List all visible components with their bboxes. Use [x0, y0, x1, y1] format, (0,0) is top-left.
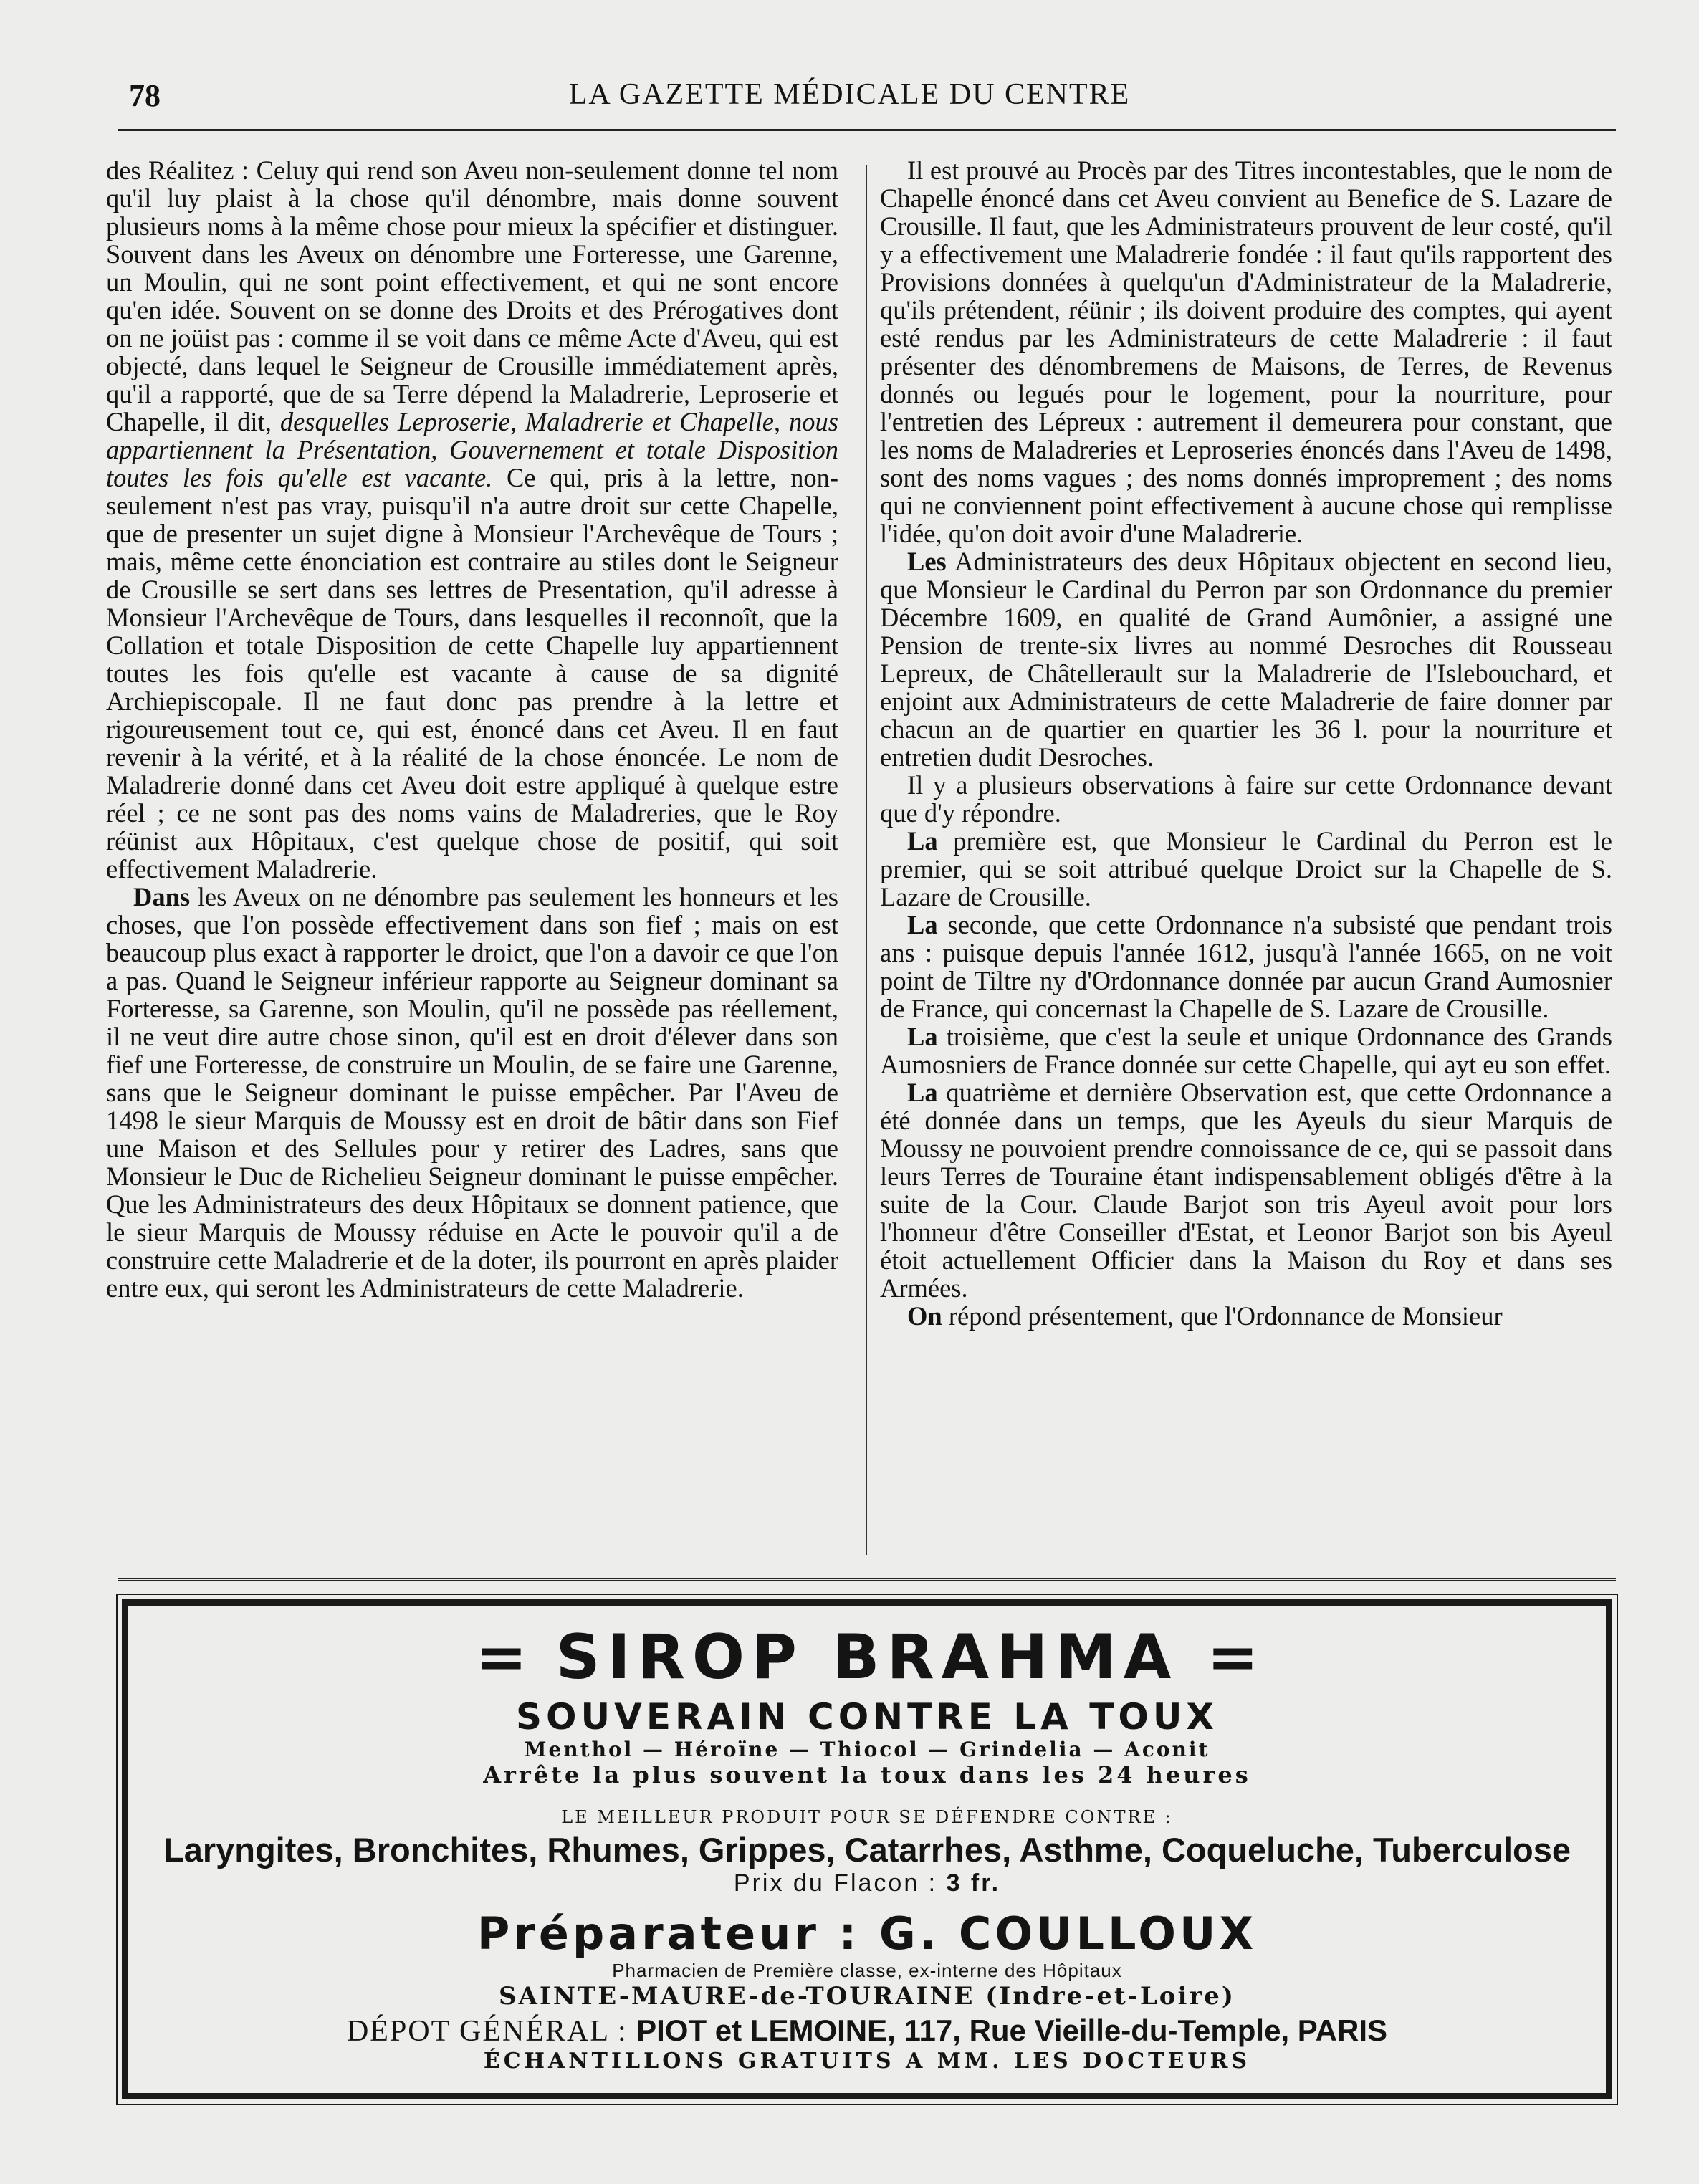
ad-title-bar-right: = — [1207, 1622, 1259, 1693]
paragraph-lead-word: La — [907, 1078, 938, 1107]
paragraph — [106, 883, 838, 1302]
paragraph-text: les Aveux on ne dénombre pas seulement les honneurs et les choses, que l'on possède effectivement dans son fief ; mais on est beaucoup plus exact à rapporter le droict, que l'on a davoir ce que l'on a pas. Quand le Seigneur inférieur rapporte au Seigneur dominant sa Forteresse, sa Garenne, son Moulin, qu'il ne possède pas réellement, il ne veut dire autre chose sinon, qu'il est en droit d'élever dans son fief une Forteresse, de construire un Moulin, de se faire une Garenne, sans que le Seigneur dominant le puisse empêcher. Par l'Aveu de 1498 le sieur Marquis de Moussy est en droit de bâtir dans son Fief une Maison et des Sellules pour y retirer des Ladres, sans que Monsieur le Duc de Richelieu Seigneur dominant le puisse empêcher. Que les Administrateurs des deux Hôpitaux se donnent patience, que le sieur Marquis de Moussy réduise en Acte le pouvoir qu'il a de construire cette Maladrerie et de la doter, ils pourront en après plaider entre eux, qui seront les Administrateurs de cette Maladrerie. — [106, 882, 838, 1303]
ad-price — [128, 1869, 1606, 1897]
paragraph-text-tail: Ce qui, pris à la lettre, non-seulement n'est pas vray, puisqu'il n'a autre droit sur cette Chapelle, que de presenter un sujet digne à Monsieur l'Archevêque de Tours ; mais, même cette énonciation est contraire au stiles dont le Seigneur de Crousille se sert dans ses lettres de Presentation, qu'il adresse à Monsieur l'Archevêque de Tours, dans lesquelles il reconnoît, que la Collation et totale Disposition de cette Chapelle luy appartiennent toutes les fois qu'elle est vacante à cause de sa dignité Archiepiscopale. Il ne faut donc pas prendre à la lettre et rigoureusement tout ce, qui est, énoncé dans cet Aveu. Il en faut revenir à la vérité, et à la réalité de la chose énoncée. Le nom de Maladrerie donné dans cet Aveu doit estre appliqué à quelque estre réel ; ce ne sont pas des noms vains de Maladreries, que le Roy réünist aux Hôpitaux, c'est quelque chose de positif, qui soit effectivement Maladrerie. — [106, 463, 838, 883]
ad-subtitle: SOUVERAIN CONTRE LA TOUX — [516, 1696, 1218, 1738]
paragraph — [880, 547, 1612, 771]
running-title: LA GAZETTE MÉDICALE DU CENTRE — [568, 78, 1131, 111]
paragraph — [880, 827, 1612, 911]
paragraph-lead-word: Dans — [133, 882, 191, 911]
paragraph-text: répond présentement, que l'Ordonnance de Monsieur — [942, 1301, 1503, 1331]
left-column — [106, 156, 838, 1553]
paragraph-text: première est, que Monsieur le Cardinal du Perron est le premier, qui se soit attribué quelque Droict sur la Chapelle de S. Lazare de Crousille. — [880, 826, 1612, 911]
paragraph-lead-word: La — [907, 826, 938, 856]
ad-preparer: Préparateur : G. COULLOUX — [477, 1907, 1258, 1960]
ad-depot-address: PIOT et LEMOINE, 117, Rue Vieille-du-Temple, PARIS — [636, 2013, 1388, 2047]
paragraph-lead-word: La — [907, 1022, 938, 1051]
paragraph — [880, 911, 1612, 1022]
header-rule — [118, 129, 1616, 131]
ad-action: Arrête la plus souvent la toux dans les 24 heures — [483, 1761, 1251, 1788]
ad-product-name: SIROP BRAHMA — [555, 1622, 1179, 1693]
paragraph — [880, 1078, 1612, 1302]
paragraph-text: Administrateurs des deux Hôpitaux objectent en second lieu, que Monsieur le Cardinal du Perron par son Ordonnance du premier Décembre 1609, en qualité de Grand Aumônier, a assigné une Pension de trente-six livres au nommé Desroches dit Rousseau Lepreux, de Châtellerault sur la Maladrerie de l'Islebouchard, et enjoint aux Administrateurs de cette Maladrerie de faire donner par chacun an de quartier en quartier les 36 l. pour la nourriture et entretien dudit Desroches. — [880, 547, 1612, 772]
ad-price-label: Prix du Flacon : — [733, 1869, 947, 1897]
ad-depot — [128, 2013, 1606, 2049]
paragraph-text: Il est prouvé au Procès par des Titres incontestables, que le nom de Chapelle énoncé dans cet Aveu convient au Benefice de S. Lazare de Crousille. Il faut, que les Administrateurs prouvent de leur costé, qu'il y a effectivement une Maladrerie fondée : il faut qu'ils rapportent des Provisions données à quelqu'un d'Administrateur de la Maladrerie, qu'ils prétendent, réünir ; ils doivent produire des comptes, qui ayent esté rendus par les Administrateurs de cette Maladrerie : il faut présenter des dénombremens de Maisons, de Terres, de Revenus donnés ou legués pour le logement, pour la nourriture, pour l'entretien des Lépreux : autrement il demeurera pour constant, que les noms de Maladreries et Leproseries énoncés dans l'Aveu de 1498, sont des noms vagues ; des noms donnés improprement ; des noms qui ne conviennent point effectivement à aucune chose qui remplisse l'idée, qu'on doit avoir d'une Maladrerie. — [880, 155, 1612, 548]
paragraph-text: Il y a plusieurs observations à faire sur cette Ordonnance devant que d'y répondre. — [880, 770, 1612, 828]
paragraph-italic-quote: desquelles Leproserie, Maladrerie et Chapelle, nous appartiennent la Présentation, Gouvernement et totale Disposition toutes les fois qu'elle est vacante. — [106, 407, 839, 492]
separator-rule — [118, 1578, 1616, 1581]
paragraph-text: seconde, que cette Ordonnance n'a subsisté que pendant trois ans : puisque depuis l'année 1612, jusqu'à l'année 1665, on ne voit point de Tiltre ny d'Ordonnance donnée par aucun Grand Aumosnier de France, qui concernast la Chapelle de S. Lazare de Crousille. — [880, 910, 1612, 1023]
paragraph — [880, 1022, 1612, 1078]
column-divider — [866, 165, 867, 1555]
paragraph-lead-word: La — [907, 910, 938, 939]
ad-town: SAINTE-MAURE-de-TOURAINE (Indre-et-Loire) — [498, 1982, 1235, 2011]
ad-samples: ÉCHANTILLONS GRATUITS A MM. LES DOCTEURS — [483, 2049, 1251, 2074]
paragraph-text: des Réalitez : Celuy qui rend son Aveu non-seulement donne tel nom qu'il luy plaist à la chose qu'il dénombre, mais donne souvent plusieurs noms à la même chose pour mieux la spécifier et distinguer. Souvent dans les Aveux on dénombre une Forteresse, une Garenne, un Moulin, qui ne sont point effectivement, et qui ne sont encore qu'en idée. Souvent on se donne des Droits et des Prérogatives dont on ne joüist pas : comme il se voit dans ce même Acte d'Aveu, qui est objecté, dans lequel le Seigneur de Crousille immédiatement après, qu'il a rapporté, que de sa Terre dépend la Maladrerie, Leproserie et Chapelle, il dit, — [106, 155, 838, 436]
paragraph-lead-word: On — [907, 1301, 942, 1331]
paragraph-text: quatrième et dernière Observation est, que cette Ordonnance a été donnée dans un temps, que les Ayeuls du sieur Marquis de Moussy ne pouvoient prendre connoissance de ce, qui se passoit dans leurs Terres de Touraine étant indispensablement obligés d'être à la suite de la Cour. Claude Barjot son tris Ayeul avoit pour lors l'honneur d'être Conseiller d'Estat, et Leonor Barjot son bis Ayeul étoit actuellement Officier dans la Maison du Roy et dans ses Armées. — [880, 1078, 1612, 1303]
ad-depot-label: DÉPOT GÉNÉRAL : — [346, 2015, 637, 2048]
ad-pharmacist: Pharmacien de Première classe, ex-interne des Hôpitaux — [612, 1960, 1122, 1981]
paragraph-text: troisième, que c'est la seule et unique Ordonnance des Grands Aumosniers de France donnée sur cette Chapelle, qui ayt eu son effet. — [880, 1022, 1612, 1079]
paragraph — [880, 1302, 1612, 1330]
right-column — [880, 156, 1612, 1550]
paragraph — [880, 156, 1612, 547]
ad-price-value: 3 fr. — [946, 1869, 1001, 1897]
ad-title — [128, 1622, 1606, 1693]
ad-title-bar-left: = — [475, 1622, 527, 1693]
ad-diseases: Laryngites, Bronchites, Rhumes, Grippes, Catarrhes, Asthme, Coqueluche, Tuberculose — [163, 1831, 1571, 1869]
ad-ingredients: Menthol — Héroïne — Thiocol — Grindelia — Aconit — [524, 1738, 1210, 1761]
advertisement — [122, 1599, 1612, 2099]
paragraph — [880, 771, 1612, 827]
page-number: 78 — [129, 78, 161, 113]
ad-best-product: LE MEILLEUR PRODUIT POUR SE DÉFENDRE CONTRE : — [561, 1807, 1173, 1827]
paragraph — [106, 156, 838, 883]
paragraph-lead-word: Les — [907, 547, 947, 576]
